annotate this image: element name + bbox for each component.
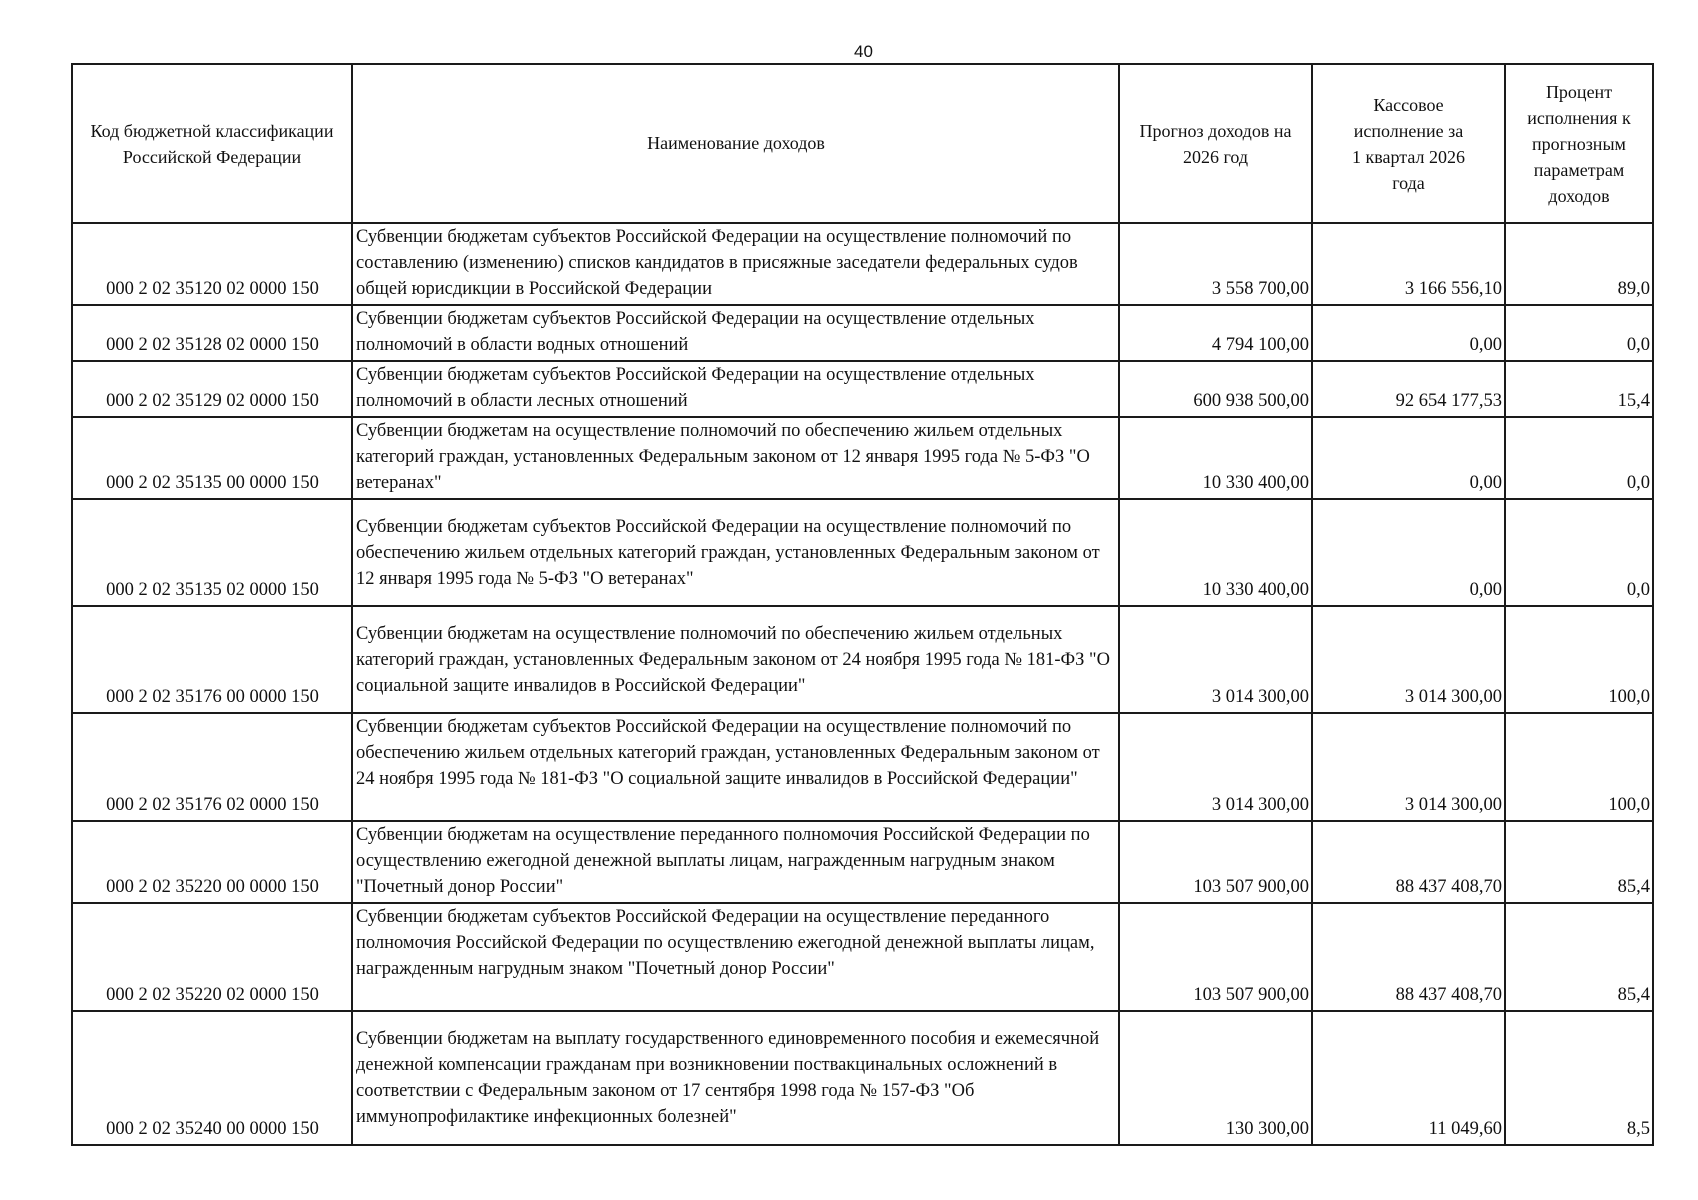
header-forecast: Прогноз доходов на 2026 год [1119,64,1312,223]
row-code: 000 2 02 35128 02 0000 150 [72,305,352,361]
header-cash: Кассовое исполнение за 1 квартал 2026 года [1312,64,1505,223]
row-code: 000 2 02 35220 00 0000 150 [72,821,352,903]
row-percent: 85,4 [1505,903,1653,1011]
table-row [72,821,1653,903]
row-cash: 88 437 408,70 [1312,821,1505,903]
row-code: 000 2 02 35176 02 0000 150 [72,713,352,821]
row-percent: 100,0 [1505,606,1653,713]
row-forecast: 130 300,00 [1119,1011,1312,1145]
row-code: 000 2 02 35240 00 0000 150 [72,1011,352,1145]
header-percent: Процент исполнения к прогнозным параметрам доходов [1505,64,1653,223]
row-forecast: 600 938 500,00 [1119,361,1312,417]
row-percent: 85,4 [1505,821,1653,903]
row-name: Субвенции бюджетам субъектов Российской Федерации на осуществление полномочий по составлению (изменению) списков кандидатов в присяжные заседатели федеральных судов общей юрисдикции в Российской Федерации [352,223,1119,305]
row-code: 000 2 02 35135 02 0000 150 [72,499,352,606]
header-code: Код бюджетной классификации Российской Федерации [72,64,352,223]
header-name: Наименование доходов [352,64,1119,223]
row-name: Субвенции бюджетам на осуществление переданного полномочия Российской Федерации по осуществлению ежегодной денежной выплаты лицам, награжденным нагрудным знаком "Почетный донор России" [352,821,1119,903]
row-name: Субвенции бюджетам субъектов Российской Федерации на осуществление отдельных полномочий в области лесных отношений [352,361,1119,417]
row-cash: 92 654 177,53 [1312,361,1505,417]
row-forecast: 3 014 300,00 [1119,606,1312,713]
row-percent: 89,0 [1505,223,1653,305]
table-row [72,499,1653,606]
row-cash: 3 014 300,00 [1312,606,1505,713]
row-code: 000 2 02 35135 00 0000 150 [72,417,352,499]
row-code: 000 2 02 35120 02 0000 150 [72,223,352,305]
row-percent: 0,0 [1505,499,1653,606]
row-name: Субвенции бюджетам на осуществление полномочий по обеспечению жильем отдельных категорий граждан, установленных Федеральным законом от 24 ноября 1995 года № 181-ФЗ "О социальной защите инвалидов в Российской Федерации" [352,606,1119,713]
row-percent: 0,0 [1505,417,1653,499]
table-row [72,361,1653,417]
row-code: 000 2 02 35220 02 0000 150 [72,903,352,1011]
table-row [72,713,1653,821]
row-cash: 3 014 300,00 [1312,713,1505,821]
row-forecast: 10 330 400,00 [1119,499,1312,606]
row-percent: 100,0 [1505,713,1653,821]
row-percent: 0,0 [1505,305,1653,361]
row-cash: 0,00 [1312,499,1505,606]
row-forecast: 3 558 700,00 [1119,223,1312,305]
revenue-table [71,63,1654,1146]
table-row [72,417,1653,499]
row-cash: 0,00 [1312,305,1505,361]
row-forecast: 103 507 900,00 [1119,821,1312,903]
row-forecast: 103 507 900,00 [1119,903,1312,1011]
row-cash: 3 166 556,10 [1312,223,1505,305]
row-name: Субвенции бюджетам субъектов Российской Федерации на осуществление отдельных полномочий в области водных отношений [352,305,1119,361]
row-cash: 88 437 408,70 [1312,903,1505,1011]
row-cash: 11 049,60 [1312,1011,1505,1145]
row-code: 000 2 02 35129 02 0000 150 [72,361,352,417]
row-name: Субвенции бюджетам субъектов Российской Федерации на осуществление полномочий по обеспечению жильем отдельных категорий граждан, установленных Федеральным законом от 24 ноября 1995 года № 181-ФЗ "О социальной защите инвалидов в Российской Федерации" [352,713,1119,821]
row-forecast: 10 330 400,00 [1119,417,1312,499]
row-forecast: 4 794 100,00 [1119,305,1312,361]
row-name: Субвенции бюджетам на осуществление полномочий по обеспечению жильем отдельных категорий граждан, установленных Федеральным законом от 12 января 1995 года № 5-ФЗ "О ветеранах" [352,417,1119,499]
page-number: 40 [854,42,873,61]
row-percent: 15,4 [1505,361,1653,417]
row-name: Субвенции бюджетам субъектов Российской Федерации на осуществление переданного полномочия Российской Федерации по осуществлению ежегодной денежной выплаты лицам, награжденным нагрудным знаком "Почетный донор России" [352,903,1119,1011]
table-row [72,606,1653,713]
table-header-row [72,64,1653,223]
row-code: 000 2 02 35176 00 0000 150 [72,606,352,713]
row-forecast: 3 014 300,00 [1119,713,1312,821]
table-row [72,223,1653,305]
table-row [72,1011,1653,1145]
table-row [72,305,1653,361]
row-percent: 8,5 [1505,1011,1653,1145]
row-name: Субвенции бюджетам субъектов Российской Федерации на осуществление полномочий по обеспечению жильем отдельных категорий граждан, установленных Федеральным законом от 12 января 1995 года № 5-ФЗ "О ветеранах" [352,499,1119,606]
row-cash: 0,00 [1312,417,1505,499]
table-row [72,903,1653,1011]
row-name: Субвенции бюджетам на выплату государственного единовременного пособия и ежемесячной денежной компенсации гражданам при возникновении поствакцинальных осложнений в соответствии с Федеральным законом от 17 сентября 1998 года № 157-ФЗ "Об иммунопрофилактике инфекционных болезней" [352,1011,1119,1145]
